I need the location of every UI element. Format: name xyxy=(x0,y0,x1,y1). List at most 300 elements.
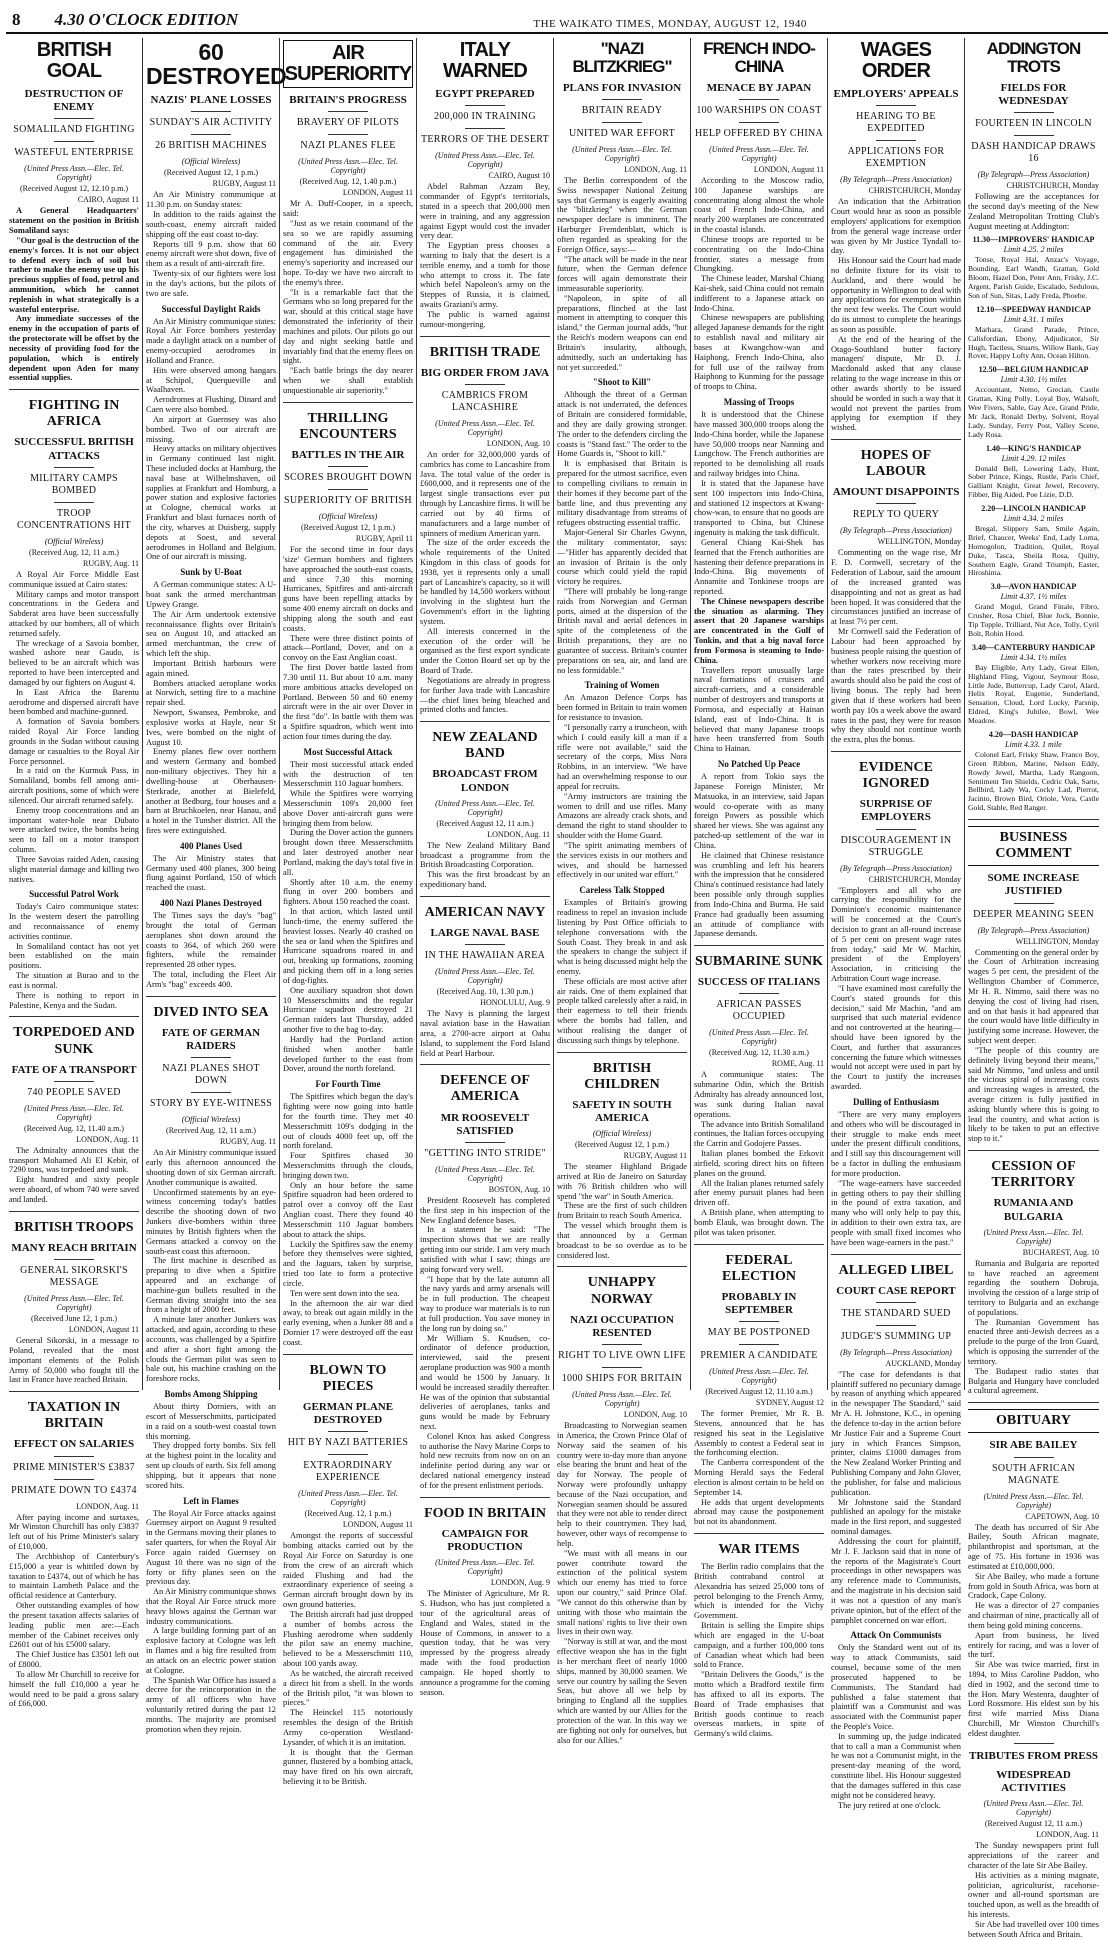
dateline: LONDON, August 11 xyxy=(68,1325,139,1335)
subheading: Bombs Among Shipping xyxy=(164,1389,258,1400)
dateline: WELLINGTON, Monday xyxy=(877,537,961,547)
race-horses: Grand Mogul, Grand Finale, Fibro, Crusher, Rosa Chief, Blue Jock, Bonnie, Tip Topple, Trilliard, Nut Ace, Tolly, Cyril Bolt, Robin Hood. xyxy=(968,602,1099,638)
deck-divider xyxy=(54,502,94,503)
divider xyxy=(968,1402,1099,1403)
column-4 xyxy=(417,38,554,1697)
headline-deck: COURT CASE REPORT xyxy=(836,1284,956,1297)
deck-divider xyxy=(876,1325,916,1326)
headline: FRENCH INDO-CHINA xyxy=(703,39,815,76)
received-line: (Received August 12, 11.10 a.m.) xyxy=(705,1387,813,1397)
headline: NEW ZEALAND BAND xyxy=(432,730,538,762)
article-body xyxy=(557,1421,687,1745)
article-body xyxy=(694,176,824,392)
headline-deck: RUMANIA AND BULGARIA xyxy=(993,1197,1074,1223)
headline-deck: GENERAL SIKORSKI'S MESSAGE xyxy=(20,1265,128,1289)
article-body xyxy=(146,1509,276,1735)
paragraph: A German communique states: A U-boat sank the armed merchantman Upwey Grange. xyxy=(146,580,276,609)
headline: OBITUARY xyxy=(968,1409,1099,1433)
paragraph: There is nothing to report in Palestine, Kenya and the Sudan. xyxy=(9,990,139,1010)
race-horses: Marhara, Grand Parade, Prince, Calisfordian, Ebony, Adjudicator, Sir Hugh, Tactless, Stuarts, Willow Bank, Gay Rover, Happy Lofty Ann, Ocean Hilton. xyxy=(968,324,1099,361)
wire-credit: (United Press Assn.—Elec. Tel. Copyright) xyxy=(983,1491,1084,1510)
race-horses: Colonel Earl, Frisky Shaw, Franco Boy, Green Ribbon, Marine, Nelson Eddy, Rowdy Jewel, Martha, Lady Rangoon, Sentiment Ten Shields, Cedric Oak, Sarte, Bellbird, Lady Wa, Cocky Lad, Pierrot, Jacinto, Brown Bird, Oriole, Vera, Castle Gold, Stable, Red Ranger. xyxy=(968,749,1099,813)
story-decks xyxy=(968,872,1099,920)
race-entry xyxy=(968,504,1099,578)
story-decks xyxy=(831,88,961,170)
deck-divider xyxy=(328,466,368,467)
headline: FOOD IN BRITAIN xyxy=(424,1505,546,1521)
headline-deck: REPLY TO QUERY xyxy=(852,509,940,521)
received-line: (Received Aug. 12, 11 a.m.) xyxy=(29,547,119,557)
headline-deck: APPLICATIONS FOR EXEMPTION xyxy=(847,146,945,170)
paragraph: The Heinckel 115 notoriously resembles the design of the British Army co-operation Westland-Lysander, of which it is an imitation. xyxy=(283,1708,413,1747)
article-body xyxy=(694,1562,824,1739)
headline: BLOWN TO PIECES xyxy=(309,1362,387,1394)
wire-credit: (By Telegraph—Press Association) xyxy=(840,1347,952,1357)
headline-deck: 1000 SHIPS FOR BRITAIN xyxy=(561,1373,683,1385)
paragraph: Examples of Britain's growing readiness to repel an invasion include listening by Post Office officials to telephone conversations with the South Coast. They break in and ask the speakers to change the subject if what is being discussed might help the enemy. xyxy=(557,898,687,976)
paragraph: The Egyptian press chooses a warning to Italy that the desert is a terrible enemy, and a tomb for those who attempt to cross it. The fate which befel Napoleon's army on the Steppes of Russia, it is claimed, awaits Graziani's army. xyxy=(420,241,550,310)
received-line: (Received June 12, 1 p.m.) xyxy=(31,1314,117,1324)
dateline: LONDON, Aug. 11 xyxy=(76,1134,139,1144)
headline: BRITISH TROOPS xyxy=(14,1219,134,1235)
headline: HOPES OF LABOUR xyxy=(860,448,932,480)
wire-credit: (United Press Assn.—Elec. Tel. Copyright) xyxy=(435,418,535,437)
headline: ALLEGED LIBEL xyxy=(838,1262,954,1278)
article-body xyxy=(557,693,687,880)
paragraph: The vessel which brought them is that announced by a German broadcast to be so overdue as to be considered lost. xyxy=(557,1221,687,1260)
paragraph: Negotiations are already in progress for further Java trade with Lancashire—the chief lines being bleached and printed cloths and fancies. xyxy=(420,675,550,715)
dateline: CAPETOWN, Aug. 10 xyxy=(1025,1511,1099,1521)
paragraph: "It is a remarkable fact that the Germans who so long prepared for the war, should at this critical stage have demonstrated the inferiority of their machines and pilots. Our pilots go out day and night seeking battle and invariably find that the enemy flees on sight. xyxy=(283,287,413,366)
race-conditions: Limit 4.34. 2 miles xyxy=(1003,514,1064,523)
deck-divider xyxy=(602,1344,642,1345)
paragraph: A Royal Air Force Middle East communique issued at Cairo states: xyxy=(9,569,139,589)
article-body xyxy=(968,192,1099,231)
wire-credit: (United Press Assn.—Elec. Tel. Copyright) xyxy=(572,144,672,163)
paragraph: "Norway is still at war, and the most effective weapon she has in the fight is her merchant fleet of nearly 1000 ships, manned by 30,000 seamen. We serve our country by sailing the Seven Seas, but above all we help by bringing to England all the supplies which are wanted by our Allies for the protection of the war. In this way we are fighting not only for ourselves, but also for our Allies." xyxy=(557,1637,687,1745)
deck-divider xyxy=(54,141,94,142)
headline-deck: PROBABLY IN SEPTEMBER xyxy=(721,1290,797,1316)
race-conditions: Limit 4.25. 2 miles xyxy=(1003,245,1064,255)
story-decks xyxy=(9,1438,139,1496)
masthead xyxy=(6,6,1108,34)
wire-credit: (United Press Assn.—Elec. Tel. Copyright) xyxy=(24,1103,124,1122)
paragraph: In a statement he said: "The inspection shows that we are really getting into our stride. I am very much satisfied with what I saw; things are going forward very well. xyxy=(420,1225,550,1274)
paragraph: All the Italian planes returned safely after enemy pursuit planes had been driven off. xyxy=(694,1178,824,1208)
deck-divider xyxy=(191,134,231,135)
dateline: LONDON, Aug. 11 xyxy=(1036,1830,1099,1840)
paragraph: His activities as a mining magnate, politician, agriculturist, racehorse-owner and all-round sportsman are touched upon, as well as the breadth of his interests. xyxy=(968,1870,1099,1920)
article-body xyxy=(831,1370,961,1626)
article-body xyxy=(694,1070,824,1237)
paragraph: "The people of this country are definitely living beyond their means," said Mr Nimmo, "and unless and until the vicious spiral of increasing costs and increasing wages is arrested, the average citizen is fully justified in asking bluntly where this is going to lead the country, and what action is likely to be taken to put an effective stop to it." xyxy=(968,1045,1099,1144)
race-entry xyxy=(968,235,1099,300)
paragraph: The first Dover battle lasted from 7.30 until 11. But about 10 a.m. many more ambitious attacks developed on Portland. Between 50 and 60 enemy aircraft were in the air over Dover in the first "do". In battle with them was a Spitfire squadron, which went into action four times during the day. xyxy=(283,663,413,741)
paragraph: The Spanish War Office has issued a decree for the reincorporation in the army of all officers who have voluntarily retired during the past 12 months. The majority are promised promotion when they rejoin. xyxy=(146,1675,276,1734)
paragraph: Rumania and Bulgaria are reported to have reached an agreement regarding the southern Dobruja, involving the cession of a large strip of territory to Bulgaria and an exchange of populations. xyxy=(968,1258,1099,1317)
headline: DEFENCE OF AMERICA xyxy=(440,1073,530,1105)
headline-deck: FIELDS FOR WEDNESDAY xyxy=(998,81,1069,107)
paragraph: "I have examined most carefully the Court's stated grounds for this decision," said Mr Machin, "and am surprised that such material evidence and not controverted at the hearing—should have been ignored by the Court, and further that assurances concerning the future which witnesses would not accept were used in part by the Court to justify the increases awarded. xyxy=(831,983,961,1092)
article-body xyxy=(968,1841,1099,1939)
story-decks xyxy=(968,1439,1099,1486)
race-entry xyxy=(968,365,1099,439)
divider xyxy=(146,996,276,997)
article-body xyxy=(146,911,276,990)
story-decks xyxy=(557,82,687,140)
headline-deck: NAZI PLANES FLEE xyxy=(300,140,396,152)
deck-divider xyxy=(1014,112,1054,113)
dateline: LONDON, Aug. 9 xyxy=(490,1578,550,1588)
dateline: HONOLULU, Aug. 9 xyxy=(480,998,550,1008)
paragraph: It is understood that the Chinese have massed 300,000 troops along the Indo-China border, while the Japanese have 50,000 troops near Nanning and Lungchow. The French authorities are reported to be demolishing all roads and railway bridges into China. xyxy=(694,410,824,479)
paragraph: Bombers attacked aeroplane works at Norwich, setting fire to a machine repair shed. xyxy=(146,678,276,708)
story-decks xyxy=(831,798,961,858)
headline-deck: MR ROOSEVELT SATISFIED xyxy=(440,1111,530,1137)
headline: TRIBUTES FROM PRESS xyxy=(969,1749,1098,1762)
divider xyxy=(9,389,139,390)
paragraph: The Berlin correspondent of the Swiss newspaper National Zeitung says that Germany is eagerly awaiting the "blitzkrieg" when the German newspaper declare is imminent. The Harburger Fremdenblatt, which is often regarded as speaking for the Foreign Office, says:— xyxy=(557,175,687,254)
paragraph: It is thought that the German gunner, flustered by a bombing attack, may have fired on his own aircraft, believing it to be British. xyxy=(283,1747,413,1786)
subheading: Left in Flames xyxy=(183,1495,239,1506)
article-body xyxy=(146,317,276,563)
headline: 60 DESTROYED xyxy=(146,39,287,90)
paragraph: Ten were sent down into the sea. xyxy=(290,1288,400,1298)
paragraph: They dropped forty bombs. Six fell at the highest point in the locality and sent up clouds of earth. Six fell among shipping, but it appears that none scored hits. xyxy=(146,1441,276,1490)
paragraph: A formation of Savoia bombers raided Royal Air Force landing grounds in the Sudan without causing damage or casualties to the Royal Air Force personnel. xyxy=(9,717,139,766)
paragraph: Three Savoias raided Aden, causing slight material damage and killing two natives. xyxy=(9,854,139,884)
wire-credit: (United Press Assn.—Elec. Tel. Copyright) xyxy=(298,157,398,176)
wire-credit: (United Press Assn.—Elec. Tel. Copyright) xyxy=(983,1227,1084,1246)
paragraph: "I personally carry a truncheon, with which I could easily kill a man if a rifle were not available," said the secretary of the corps, Miss Nora Robbins, in an interview. "We have had an overwhelming response to our appeal for recruits. xyxy=(557,722,687,791)
wire-credit: (Official Wireless) xyxy=(181,157,241,167)
deck-divider xyxy=(54,1479,94,1480)
headline: BUSINESS COMMENT xyxy=(968,826,1099,866)
article-body xyxy=(283,1531,413,1787)
headline-deck: WIDESPREAD ACTIVITIES xyxy=(996,1768,1071,1795)
article-body xyxy=(968,1259,1099,1397)
article-body xyxy=(557,176,687,373)
headline-deck: FATE OF A TRANSPORT xyxy=(11,1063,137,1076)
wire-credit: (United Press Assn.—Elec. Tel. Copyright) xyxy=(24,1294,124,1313)
headline: THRILLING ENCOUNTERS xyxy=(299,410,397,442)
race-conditions: Limit 4.33. 1 mile xyxy=(1005,739,1062,749)
deck-divider xyxy=(739,99,779,100)
headline: BRITISH GOAL xyxy=(36,39,112,82)
race-entry xyxy=(968,643,1099,726)
paragraph: Commenting on the wage rise, Mr F. D. Cornwell, secretary of the Federation of Labour, said the amount of the increased granted was disappointing and not as great as had been hoped. It was considered that the circumstances justified an increase of at least 7½ per cent. xyxy=(831,548,961,627)
divider xyxy=(557,1052,687,1053)
received-line: (Received Aug. 12, 1.40 p.m.) xyxy=(299,177,397,187)
paragraph: It is stated that the Japanese have sent 100 inspectors into Indo-China, and stationed 12 inspectors at Kwang-chow-wan, to ensure that no goods are transported to China, but Chinese ingenuity is making the task difficult. xyxy=(694,478,824,538)
paragraph: The death has occurred of Sir Abe Bailey, South African magnate, philanthropist and sportsman, at the age of 75. His fortune in 1936 was estimated at £10,000,000. xyxy=(968,1522,1099,1571)
article-body xyxy=(420,1009,550,1058)
paragraph: The Times says the day's "bag" brought the total of German aeroplanes shot down around the coasts to 364, of which 260 were fighters, while the remainder represented 28 other types. xyxy=(146,911,276,970)
story-decks xyxy=(968,1197,1099,1223)
paragraph: The advance into British Somaliland continues, the Italian forces occupying the Carrin and Godojere Passes. xyxy=(694,1119,824,1149)
race-entry xyxy=(968,444,1099,501)
race-conditions: Limit 4.34. 1½ miles xyxy=(1000,652,1067,662)
paragraph: Britain is selling the Empire ships which are engaged in the U-boat campaign, and a further 100,000 tons of Canadian wheat which had been sold to France. xyxy=(694,1621,824,1670)
wire-credit: (Official Wireless) xyxy=(181,1115,241,1125)
headline-deck: CAMPAIGN FOR PRODUCTION xyxy=(441,1527,529,1554)
paragraph: A large building forming part of an explosive factory at Cologne was left in flames and a big fire resulted from an attack on an electric power station at Cologne. xyxy=(146,1626,276,1675)
paragraph: Other outstanding examples of how the present taxation affects salaries of leading public men are:—Each member of the Cabinet receives only £2601 out of his £5000 salary. xyxy=(9,1601,139,1650)
article-body xyxy=(831,1110,961,1248)
column-5 xyxy=(554,38,691,1745)
paragraph: The steamer Highland Brigade arrived at Rio de Janeiro on Saturday with 76 British children who will spend "the war" in South America. xyxy=(557,1162,687,1201)
paragraph: The size of the order exceeds the whole requirements of the United Kingdom in this class of goods for 1938, yet it represents only a small part of Lancashire's capacity, so it will be handled by 14,500 workers without involving in the slightest hurt the Government's effort in the lighting system. xyxy=(420,538,550,626)
article-body xyxy=(831,1643,961,1810)
race-entry xyxy=(968,305,1099,362)
wire-credit: (Official Wireless) xyxy=(592,1129,652,1139)
dateline: CAIRO, August 10 xyxy=(488,171,550,181)
article-body xyxy=(283,545,413,742)
subheading: Most Successful Attack xyxy=(303,746,393,757)
dateline: LONDON, Aug. 10 xyxy=(623,1410,687,1420)
received-line: (Received August 12, 11 a.m.) xyxy=(984,1819,1083,1829)
paragraph: It is emphasised that Britain is prepared for the utmost sacrifice, even to compelling civilians to remain in their homes if they become part of the battle line, and thus preventing any military disadvantage from streams of refugees obstructing essential traffic. xyxy=(557,459,687,528)
deck-divider xyxy=(328,489,368,490)
deck-divider xyxy=(328,1431,368,1432)
paragraph: Sir Abe Bailey, who made a fortune from gold in South Africa, was born at Cradock, Cape Colony. xyxy=(968,1571,1099,1601)
headline: ADDINGTON TROTS xyxy=(986,39,1081,76)
paragraph: An Air Ministry communique issued early this afternoon announced the shooting down of six German aircraft. Another communique is awaited. xyxy=(146,1148,276,1187)
headline: BRITISH TRADE xyxy=(429,344,541,360)
paragraph: Military camps and motor transport concentrations in the Gedera and Sabderat area have been successfully attacked by our bombers, all of which returned safely. xyxy=(9,589,139,638)
story-decks xyxy=(557,1314,687,1385)
paragraph: The Chinese leader, Marshal Chiang Kai-shek, said China could not remain indifferent to a Japanese attack on Indo-China. xyxy=(694,274,824,313)
paragraph: According to the Moscow radio, 100 Japanese warships are concentrating along almost the whole coast of French Indo-China, and nearly 200 warplanes are concentrated in the coastal islands. xyxy=(694,175,824,235)
headline-deck: SUCCESSFUL BRITISH ATTACKS xyxy=(14,436,134,462)
headline-deck: EGYPT PREPARED xyxy=(435,88,535,100)
article-body xyxy=(420,1589,550,1697)
paragraph: The Spitfires which began the day's fighting were now going into battle for the fourth time. They met 40 Messerschmitt 109's dodging in the out of clouds 4000 feet up, off the north foreland. xyxy=(283,1092,413,1151)
wire-credit: (By Telegraph—Press Association) xyxy=(840,526,952,536)
article-body xyxy=(420,841,550,890)
paragraph: Travellers report unusually large naval formations of cruisers and aircraft-carriers, and a considerable number of destroyers and transports at Formosa, and especially at Hainan Island, east of Indo-China. It is believed that many Japanese troops have been transferred from South China to Hainan. xyxy=(694,665,824,754)
paragraph: The Archbishop of Canterbury's £15,000 a year is whittled down by taxation to £4374, out of which he has to maintain Lambeth Palace and the official residence at Canterbury. xyxy=(9,1551,139,1601)
paragraph: "Napoleon, in spite of all preparations, flinched at the last moment in attempting to conquer this island," the German journal adds, "but the Reich's modern weapons can end Britain's insularity, although, admittedly, such an undertaking has not yet succeeded." xyxy=(557,293,687,372)
paragraph: Enemy planes flew over northern and western Germany and bombed non-military objectives. They hit a dwelling-house at Oberhausen-Sterkrade, another at Bielefeld, another at Bedburg, four houses and a barn at Bruchkoelen, near Hanau, and a hotel in the Tunsher district. All the fires were extinguished. xyxy=(146,747,276,835)
deck-divider xyxy=(1014,903,1054,904)
paragraph: Chinese troops are reported to be concentrating on the Indo-China frontier, states a message from Chungking. xyxy=(694,234,824,274)
received-line: (Received Aug. 12, 11.40 a.m.) xyxy=(24,1123,124,1133)
paragraph: "The case for defendants is that plaintiff suffered no pecuniary damage by reason of anything which appeared in the newspaper The Standard," said Mr A. H. Johnstone, K.C., in opening the defence to-day in the action before Mr Justice Fair and a Supreme Court jury in which Frances Simpson, printer, claims £1000 damages from the New Zealand Worker Printing and Publishing Company and John Glover, the publisher, for false and malicious publication. xyxy=(831,1369,961,1497)
article-body xyxy=(420,1196,550,1491)
race-name: 12.50—BELGIUM HANDICAP xyxy=(978,365,1089,375)
article-body xyxy=(283,760,413,1075)
dateline: CAIRO, August 11 xyxy=(77,195,139,205)
headline-deck: FOURTEEN IN LINCOLN xyxy=(975,118,1092,130)
paragraph: Only the Standard went out of its way to attack Communists, said counsel, because some of the men prosecuted happened to be Communists. The Standard had published a false statement that plaintiff was a Communist and was associated with the Communist paper the People's Voice. xyxy=(831,1643,961,1731)
divider xyxy=(694,1244,824,1245)
paragraph: "There will probably be long-range raids from Norwegian and German ports, aimed at the dispersion of the British naval and aerial defences in spite of the completeness of the British preparations, they are no guarantee of success. Britain's counter preparations on sea, air, and land are no less formidable." xyxy=(557,587,687,675)
story-decks xyxy=(420,927,550,962)
headline-deck: BIG ORDER FROM JAVA xyxy=(420,366,550,379)
article-body xyxy=(968,1523,1099,1739)
received-line: (Received August 12, 1 p.m.) xyxy=(301,523,395,533)
headline-deck: "GETTING INTO STRIDE" xyxy=(424,1147,546,1159)
headline-deck: BRAVERY OF PILOTS xyxy=(296,117,400,129)
deck-divider xyxy=(465,1142,505,1143)
story-decks xyxy=(9,88,139,159)
divider xyxy=(9,1016,139,1017)
deck-divider xyxy=(1014,1457,1054,1458)
headline: BRITISH CHILDREN xyxy=(584,1060,660,1092)
headline-deck: BROADCAST FROM LONDON xyxy=(432,768,538,794)
deck-divider xyxy=(54,1081,94,1082)
paragraph: General Chiang Kai-Shek has learned that the French authorities are hastening their defence preparations in Indo-China. Big movements of Annamite and Tonkinese troops are reported. xyxy=(694,537,824,596)
headline: ITALY WARNED xyxy=(442,39,528,82)
columns xyxy=(6,38,1108,1939)
story-decks xyxy=(146,94,276,152)
subheading: Massing of Troops xyxy=(723,397,795,408)
deck-divider xyxy=(191,111,231,112)
divider xyxy=(420,336,550,337)
headline-deck: NAZI PLANES SHOT DOWN xyxy=(162,1063,260,1087)
deck-divider xyxy=(465,105,505,106)
paragraph: A minute later another Junkers was attacked, and again, according to these accounts, was challenged by a Spitfire and after a short fight among the clouds the German pilot was seen to bale out, his machine crashing on the foreshore rocks. xyxy=(146,1315,276,1384)
paragraph: The Minister of Agriculture, Mr R. S. Hudson, who has just completed a tour of the agricultural areas of England and Wales, stated in the House of Commons, in answer to a question today, that he was very impressed by the progress already made with the food production campaign. He hoped shortly to announce a programme for the coming season. xyxy=(420,1589,550,1697)
paragraph: At the end of the hearing of the Otago-Southland butter factory managers' dispute, Mr D. J. Macdonald asked that any clause relating to the wage increase in this or other awards shortly to be issued should be worded in such a way that it would not prevent the parties from applying for exemption if they wished. xyxy=(831,334,961,433)
divider xyxy=(968,1150,1099,1151)
article-body xyxy=(557,898,687,1045)
story-decks xyxy=(557,1099,687,1125)
deck-divider xyxy=(465,384,505,385)
headline-deck: RIGHT TO LIVE OWN LIFE xyxy=(558,1350,686,1362)
article-body xyxy=(694,1409,824,1527)
subheading: Careless Talk Stopped xyxy=(579,885,665,896)
headline-deck: THE STANDARD SUED xyxy=(841,1307,951,1319)
article-body xyxy=(146,1148,276,1384)
wire-credit: (United Press Assn.—Elec. Tel. Copyright) xyxy=(435,967,535,986)
race-horses: Tonse, Royal Hal, Anzac's Voyage, Bounding, Earl Wandh, Grattan, Gold Bloom, Hazel Don, Peter Ann, Frisky, J.C. Argent, Parish Guide, Escalado, Sedulous, Son of Sun, Sitas, Lady Freda, Phoebe. xyxy=(968,255,1099,300)
paragraph: The jury retired at one o'clock. xyxy=(838,1800,941,1810)
article-body xyxy=(831,548,961,745)
paragraph: Hardly had the Portland action finished when another battle developed further to the east from Dover, around the north foreland. xyxy=(283,1034,413,1074)
paragraph: Only an hour before the same Spitfire squadron had been ordered to patrol over a convoy off the East Anglian coast. There they found 40 Messerschmitt 110 Jaguar bombers about to attack the ships. xyxy=(283,1180,413,1239)
paragraph: All interests concerned in the execution of the order will be organised as the first export syndicate under the Cotton Board set up by the Board of Trade. xyxy=(420,626,550,676)
headline-deck: PRIME MINISTER'S £3837 xyxy=(13,1461,135,1473)
headline-deck: EFFECT ON SALARIES xyxy=(13,1438,135,1451)
article-body xyxy=(831,197,961,433)
story-decks xyxy=(420,1528,550,1554)
received-line: (Received Aug. 12, 11 a.m.) xyxy=(166,1126,256,1136)
divider xyxy=(968,819,1099,820)
deck-divider xyxy=(739,993,779,994)
paragraph: In that action, which lasted until lunch-time, the enemy suffered the heaviest losses. Nearly 40 crashed on the sea or land when the Spitfires and Hurricane squadrons roared in and out, breaking up formations, zooming and picking them off in a long series of dog-fights. xyxy=(283,907,413,985)
paragraph: For the second time in four days 'size' German bombers and fighters have approached the south-east coasts, and since 7.30 this morning Hurricanes, Spitfires and anti-aircraft guns have been repelling attacks by some 400 enemy aircraft on docks and shipping along the south and east coasts. xyxy=(283,545,413,633)
paragraph: To allow Mr Churchill to receive for himself the full £10,000 a year he would need to be paid a gross salary of £66,000. xyxy=(9,1669,139,1709)
race-entry xyxy=(968,730,1099,813)
paragraph: An Air Ministry communique states: Royal Air Force bombers yesterday made a daylight attack on a number of enemy-occupied aerodromes in Holland and France. xyxy=(146,316,276,365)
race-horses: Bay Eligible, Arty Lady, Great Ellen, Highland Fling, Vigour, Seymour Rose, Little Jude, Buttercup, Lady Carol, Alard, Helix Royal, Eugenie, Sunderland, Sensation, Cloud, Lord Lucky, Parsnip, Eldred, King's Jubilee, Bowl, Wee Meadow. xyxy=(968,662,1099,725)
divider xyxy=(283,402,413,403)
article-body xyxy=(694,666,824,754)
wire-credit: (United Press Assn.—Elec. Tel. Copyright) xyxy=(709,1367,809,1386)
article-body xyxy=(9,1146,139,1205)
article-body xyxy=(9,1513,139,1710)
subheading: Successful Patrol Work xyxy=(29,889,119,900)
article-body xyxy=(9,1336,139,1385)
race-horses: Bregal, Slippery Sam, Smile Again, Brief, Chaucer, Weeks' End, Lady Lorna, Homogolon, Tradition, Quilet, Royal Duke, Tasca, Sheila Rosa, Quilty, Southern Eagle, Grand Triumph, Easter, Hiroshima. xyxy=(968,524,1099,578)
article-body xyxy=(146,854,276,893)
headline-deck: SUCCESS OF ITALIANS xyxy=(697,976,821,989)
headline-deck: EXTRAORDINARY EXPERIENCE xyxy=(303,1460,393,1484)
headline-deck: DEEPER MEANING SEEN xyxy=(973,908,1094,920)
dateline: ROME, Aug. 11 xyxy=(771,1059,824,1069)
paragraph: Sir Abe had travelled over 100 times between South Africa and Britain. xyxy=(968,1919,1099,1939)
deck-divider xyxy=(739,1344,779,1345)
headline-deck: DESTRUCTION OF ENEMY xyxy=(24,88,124,114)
wire-credit: (United Press Assn.—Elec. Tel. Copyright) xyxy=(709,144,809,163)
headline-deck: SOMALILAND FIGHTING xyxy=(13,124,135,136)
paragraph: Heavy attacks on military objectives in Germany continued last night. These included docks at Hamburg, the naval base at Wilhelmshaven, oil supplies at Frankfurt and Homburg, a power station and explosive factories at Cologne, chemical works at Frankfurt and blast furnaces north of the city, wharves at Duisberg, supply depots at Soest, and several aerodromes in Holland and Belgium. One of our aircraft is missing. xyxy=(146,444,276,562)
deck-divider xyxy=(328,111,368,112)
paragraph: One auxiliary squadron shot down 10 Messerschmitts and the regular Hurricane squadron destroyed 21 German raiders last Thursday, added another five to the bag to-day. xyxy=(283,985,413,1035)
paragraph: Commenting on the general order by the Court of Arbitration increasing wages 5 per cent, the president of the Wellington Chamber of Commerce, Mr H. R. Nimmo, said there was no denying the cost of living had risen, and on that basis it had appeared that the court would have little difficulty in justifying some increase. However, the subject went deeper. xyxy=(968,947,1099,1046)
paragraph: Their most successful attack ended with the destruction of ten Messerschmitt 110 Jaguar bombers. xyxy=(283,759,413,789)
dateline: LONDON, Aug. 11 xyxy=(624,164,687,174)
subheading: 400 Planes Used xyxy=(179,840,242,851)
dateline: LONDON, August 11 xyxy=(342,1520,413,1530)
headline-deck: HIT BY NAZI BATTERIES xyxy=(287,1437,409,1449)
subheading: No Patched Up Peace xyxy=(717,759,801,770)
paragraph: The Sunday newspapers print full appreciations of the career and character of the late Sir Abe Bailey. xyxy=(968,1841,1099,1870)
subheading: For Fourth Time xyxy=(315,1079,381,1090)
paragraph: The New Zealand Military Band broadcast a programme from the British Broadcasting Corporation. xyxy=(420,840,550,870)
deck-divider xyxy=(191,1092,231,1093)
race-conditions: Limit 4.37. 1½ miles xyxy=(1000,592,1067,602)
paragraph: "Britain Delivers the Goods," is the motto which a Bradford textile firm has affixed to all its exports. The Board of Trade emphasises that British goods continue to reach overseas markets, in spite of Germany's wild claims. xyxy=(694,1670,824,1739)
paragraph: Italian planes bombed the Erkovit airfield, scoring direct hits on fifteen planes on the ground. xyxy=(694,1149,824,1178)
race-name: 4.20—DASH HANDICAP xyxy=(988,729,1079,739)
subheading: Dulling of Enthusiasm xyxy=(852,1096,940,1107)
wire-credit: (By Telegraph—Press Association) xyxy=(840,863,952,873)
paragraph: "Employers and all who are carrying the responsibility for the Dominion's economic maintenance will be concerned at the Court's decision to grant an all-round increase of 5 per cent on present wage rates from today," said Mr W. Machin, president of the Employers' Association, in criticising the Arbitration Court wage increase. xyxy=(831,885,961,984)
deck-divider xyxy=(876,829,916,830)
paragraph: Apart from business, he lived entirely for racing, and was a lover of the turf. xyxy=(968,1630,1099,1660)
paragraph: The Chinese newspapers describe the situation as alarming. They assert that 20 Japanese warships are concentrated in the Gulf of Tonkin, and that a big naval force from Formosa is steaming to Indo-China. xyxy=(694,596,824,665)
story-decks xyxy=(831,1285,961,1343)
article-body xyxy=(146,190,276,298)
article-body xyxy=(283,1092,413,1348)
deck-divider xyxy=(54,1259,94,1260)
paragraph: Mr A. Duff-Cooper, in a speech, said: xyxy=(283,199,413,219)
dateline: RUGBY, August 11 xyxy=(623,1151,687,1161)
paragraph: Twenty-six of our fighters were lost in the day's actions, but the pilots of two are safe. xyxy=(146,269,276,298)
paragraph: The total, including the Fleet Air Arm's "bag" exceeds 400. xyxy=(146,970,276,989)
story-decks xyxy=(694,1291,824,1362)
paragraph: He adds that urgent developments abroad may cause the postponement but not its abandonment. xyxy=(694,1497,824,1527)
headline-deck: EMPLOYERS' APPEALS xyxy=(833,88,959,100)
headline-deck: WASTEFUL ENTERPRISE xyxy=(14,147,134,159)
paragraph: Addressing the court for plaintiff, Mr J. F. Jackson said that in none of the reports of the Magistrate's Court proceedings in other newspapers was any reference made to Communists, and the magistrate in his decision said it was not a question of any man's private opinion, but of the effect of the pamphlet concerned on war effort. xyxy=(831,1536,961,1625)
article-body xyxy=(694,410,824,597)
story-decks xyxy=(420,367,550,414)
race-conditions: Limit 4.31. 1 miles xyxy=(1003,314,1064,324)
divider xyxy=(420,721,550,722)
wire-credit: (United Press Assn.—Elec. Tel. Copyright) xyxy=(709,1028,809,1047)
paragraph: Today's Cairo communique states: In the western desert the patrolling and reconnaissance of enemy activities continue. xyxy=(9,902,139,941)
received-line: (Received Aug. 12, 1 p.m.) xyxy=(304,1509,392,1519)
edition-label: 4.30 O'CLOCK EDITION xyxy=(54,10,239,29)
paragraph: An Amazon Defence Corps has been formed in Britain to train women for resistance to invasion. xyxy=(557,693,687,723)
deck-divider xyxy=(876,1302,916,1303)
dateline: WELLINGTON, Monday xyxy=(1015,936,1099,946)
headline: DIVED INTO SEA xyxy=(153,1004,269,1020)
